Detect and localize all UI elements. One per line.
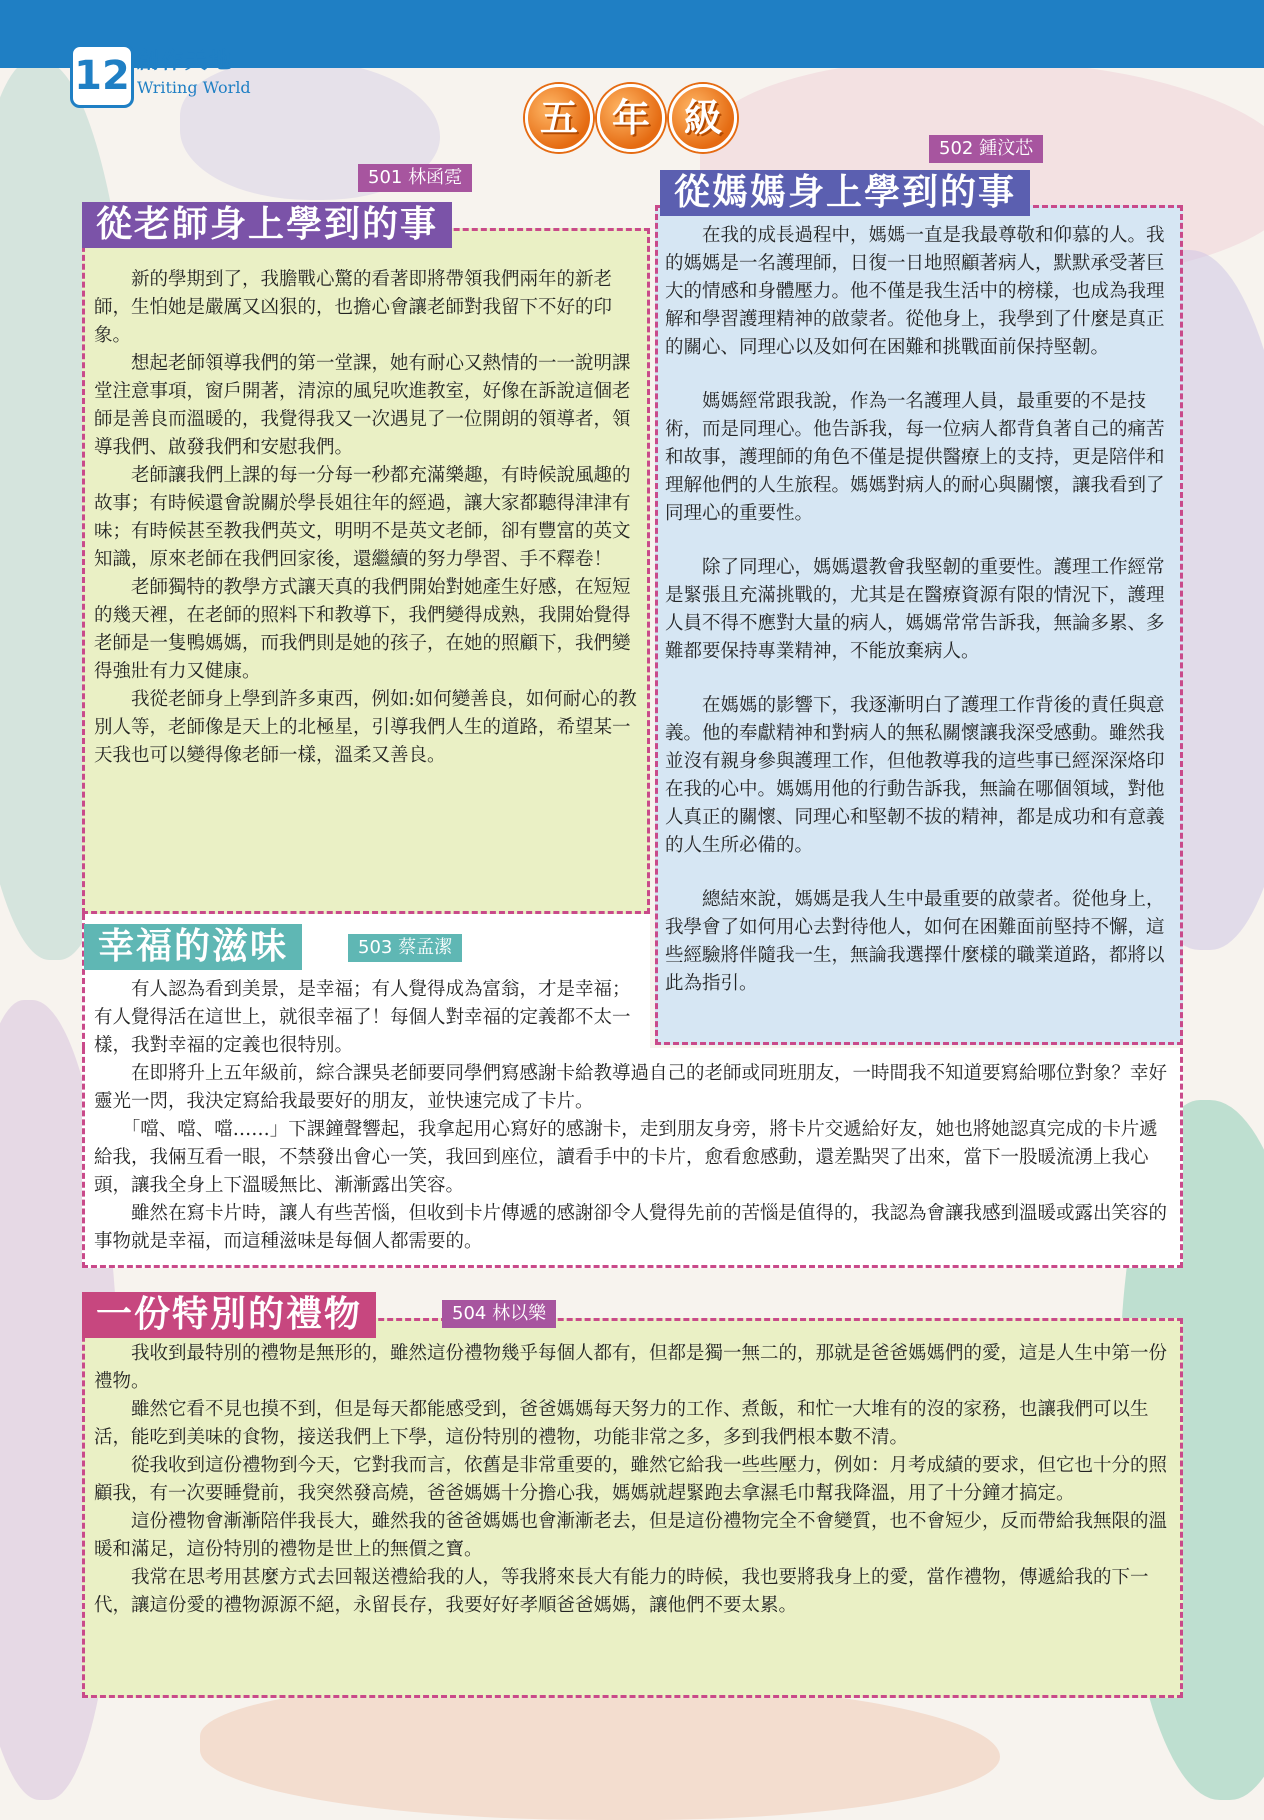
grade-char: 五 [525, 84, 593, 152]
bg-stroke [200, 1680, 1000, 1820]
paragraph: 在我的成長過程中，媽媽一直是我最尊敬和仰慕的人。我的媽媽是一名護理師，日復一日地照顧著病人，默默承受著巨大的情感和身體壓力。他不僅是我生活中的榜樣，也成為我理解和學習護理精神的啟蒙者。從他身上，我學到了什麼是真正的關心、同理心以及如何在困難和挑戰面前保持堅韌。 [665, 225, 1165, 358]
paragraph: 我常在思考用甚麼方式去回報送禮給我的人，等我將來長大有能力的時候，我也要將我身上的愛，當作禮物，傳遞給我的下一代，讓這份愛的禮物源源不絕，永留長存，我要好好孝順爸爸媽媽，讓他們不要太累。 [94, 1567, 1149, 1616]
paragraph: 雖然它看不見也摸不到，但是每天都能感受到，爸爸媽媽每天努力的工作、煮飯，和忙一大堆有的沒的家務，也讓我們可以生活，能吃到美味的食物，接送我們上下學，這份特別的禮物，功能非常之多，多到我們根本數不清。 [94, 1399, 1149, 1448]
article-title: 從媽媽身上學到的事 [660, 170, 1030, 216]
paragraph: 老師獨特的教學方式讓天真的我們開始對她產生好感，在短短的幾天裡，在老師的照料下和教導下，我們變得成熟，我開始覺得老師是一隻鴨媽媽，而我們則是她的孩子，在她的照顧下，我們變得強壯有力又健康。 [94, 577, 631, 682]
author-tag: 504 林以樂 [442, 1300, 556, 1328]
paragraph: 這份禮物會漸漸陪伴我長大，雖然我的爸爸媽媽也會漸漸老去，但是這份禮物完全不會變質，也不會短少，反而帶給我無限的溫暖和滿足，這份特別的禮物是世上的無價之寶。 [94, 1511, 1168, 1560]
article-title: 一份特別的禮物 [82, 1292, 376, 1338]
paragraph: 有人認為看到美景，是幸福；有人覺得成為富翁，才是幸福；有人覺得活在這世上，就很幸福了！每個人對幸福的定義都不太一樣，我對幸福的定義也很特別。 [94, 979, 631, 1056]
grade-char: 級 [669, 84, 737, 152]
paragraph: 想起老師領導我們的第一堂課，她有耐心又熱情的一一說明課堂注意事項，窗戶開著，清涼的風兒吹進教室，好像在訴說這個老師是善良而溫暖的，我覺得我又一次遇見了一位開朗的領導者，領導我們、啟發我們和安慰我們。 [94, 353, 631, 458]
paragraph: 雖然在寫卡片時，讓人有些苦惱，但收到卡片傳遞的感謝卻令人覺得先前的苦惱是值得的，我認為會讓我感到溫暖或露出笑容的事物就是幸福，而這種滋味是每個人都需要的。 [94, 1203, 1168, 1252]
author-tag: 503 蔡孟潔 [348, 934, 462, 962]
paragraph: 我收到最特別的禮物是無形的，雖然這份禮物幾乎每個人都有，但都是獨一無二的，那就是爸爸媽媽們的愛，這是人生中第一份禮物。 [94, 1343, 1168, 1392]
section-title: 創作天地 [137, 49, 234, 74]
paragraph: 老師讓我們上課的每一分每一秒都充滿樂趣，有時候說風趣的故事；有時候還會說關於學長姐往年的經過，讓大家都聽得津津有味；有時候甚至教我們英文，明明不是英文老師，卻有豐富的英文知識，原來老師在我們回家後，還繼續的努力學習、手不釋卷！ [94, 465, 631, 570]
paragraph: 在媽媽的影響下，我逐漸明白了護理工作背後的責任與意義。他的奉獻精神和對病人的無私關懷讓我深受感動。雖然我並沒有親身參與護理工作，但他教導我的這些事已經深深烙印在我的心中。媽媽用他的行動告訴我，無論在哪個領域，對他人真正的關懷、同理心和堅韌不拔的精神，都是成功和有意義的人生所必備的。 [665, 695, 1165, 856]
article-body [94, 266, 639, 770]
author-tag: 501 林函霓 [358, 164, 472, 192]
article-title: 從老師身上學到的事 [82, 202, 452, 248]
grade-char: 年 [597, 84, 665, 152]
paragraph: 我從老師身上學到許多東西，例如:如何變善良，如何耐心的教別人等，老師像是天上的北極星，引導我們人生的道路，希望某一天我也可以變得像老師一樣，溫柔又善良。 [94, 689, 637, 766]
section-subtitle: Writing World [137, 78, 251, 97]
paragraph: 除了同理心，媽媽還教會我堅韌的重要性。護理工作經常是緊張且充滿挑戰的，尤其是在醫療資源有限的情況下，護理人員不得不應對大量的病人，媽媽常常告訴我，無論多累、多難都要保持專業精神，不能放棄病人。 [665, 557, 1165, 662]
paragraph: 新的學期到了，我膽戰心驚的看著即將帶領我們兩年的新老師，生怕她是嚴厲又凶狠的，也擔心會讓老師對我留下不好的印象。 [94, 269, 613, 346]
paragraph: 媽媽經常跟我說，作為一名護理人員，最重要的不是技術，而是同理心。他告訴我，每一位病人都背負著自己的痛苦和故事，護理師的角色不僅是提供醫療上的支持，更是陪伴和理解他們的人生旅程。媽媽對病人的耐心與關懷，讓我看到了同理心的重要性。 [665, 391, 1165, 524]
paragraph: 在即將升上五年級前，綜合課吳老師要同學們寫感謝卡給教導過自己的老師或同班朋友，一時間我不知道要寫給哪位對象？幸好靈光一閃，我決定寫給我最要好的朋友，並快速完成了卡片。 [94, 1063, 1168, 1112]
article-body [94, 1060, 1172, 1256]
paragraph: 「噹、噹、噹……」下課鐘聲響起，我拿起用心寫好的感謝卡，走到朋友身旁，將卡片交遞給好友，她也將她認真完成的卡片遞給我，我倆互看一眼，不禁發出會心一笑，我回到座位，讀看手中的卡片，愈看愈感動，還差點哭了出來，當下一股暖流湧上我心頭，讓我全身上下溫暖無比、漸漸露出笑容。 [94, 1119, 1158, 1196]
page-number: 12 [70, 44, 134, 108]
article-body [94, 1340, 1172, 1620]
paragraph: 總結來說，媽媽是我人生中最重要的啟蒙者。從他身上，我學會了如何用心去對待他人，如何在困難面前堅持不懈，這些經驗將伴隨我一生，無論我選擇什麼樣的職業道路，都將以此為指引。 [665, 889, 1165, 994]
article-title: 幸福的滋味 [84, 924, 302, 970]
paragraph: 從我收到這份禮物到今天，它對我而言，依舊是非常重要的，雖然它給我一些些壓力，例如：月考成績的要求，但它也十分的照顧我，有一次要睡覺前，我突然發高燒，爸爸媽媽十分擔心我，媽媽就趕緊跑去拿濕毛巾幫我降溫，用了十分鐘才搞定。 [94, 1455, 1168, 1504]
article-body [665, 222, 1173, 998]
author-tag: 502 鍾汶芯 [929, 135, 1043, 163]
article-body [94, 976, 639, 1060]
